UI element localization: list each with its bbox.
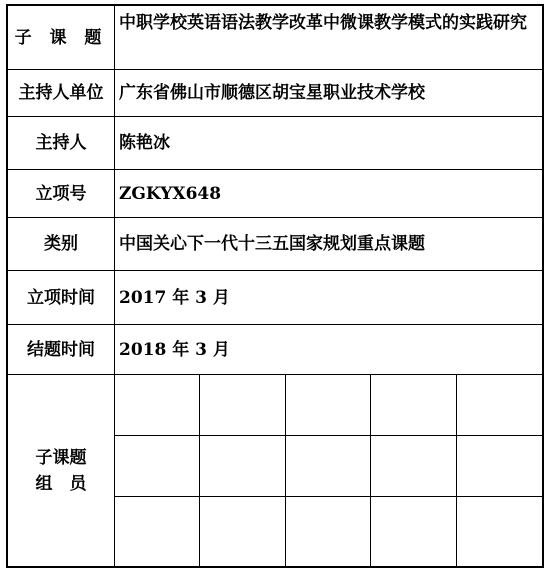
row-unit — [8, 70, 542, 117]
host-label: 主持人 — [8, 117, 115, 169]
member-cell — [200, 436, 286, 497]
subtopic-value: 中职学校英语语法教学改革中微课教学模式的实践研究 — [119, 13, 527, 33]
member-cell — [286, 436, 371, 497]
host-value: 陈艳冰 — [119, 133, 170, 153]
unit-value: 广东省佛山市顺德区胡宝星职业技术学校 — [119, 83, 425, 103]
member-cell — [200, 375, 286, 436]
end-time-value: 2018 年 3 月 — [119, 339, 230, 360]
row-host — [8, 117, 542, 170]
project-no-label: 立项号 — [8, 170, 115, 217]
member-cell — [200, 497, 286, 566]
row-subtopic — [8, 6, 542, 70]
member-cell — [457, 375, 543, 436]
subtopic-label: 子 课 题 — [8, 6, 115, 69]
row-start-time — [8, 271, 542, 325]
member-cell — [371, 436, 457, 497]
member-cell — [115, 375, 200, 436]
members-label-line1: 子课题 — [35, 447, 87, 468]
member-cell — [371, 375, 457, 436]
member-cell — [457, 436, 543, 497]
end-time-label: 结题时间 — [8, 325, 115, 374]
row-category — [8, 218, 542, 271]
members-grid — [115, 375, 542, 566]
member-cell — [115, 497, 200, 566]
start-time-label: 立项时间 — [8, 271, 115, 324]
row-members — [8, 375, 542, 566]
category-value: 中国关心下一代十三五国家规划重点课题 — [119, 234, 425, 254]
member-cell — [286, 497, 371, 566]
member-cell — [286, 375, 371, 436]
unit-label: 主持人单位 — [8, 70, 115, 116]
member-cell — [115, 436, 200, 497]
member-cell — [371, 497, 457, 566]
project-info-table — [6, 4, 544, 568]
row-project-no — [8, 170, 542, 218]
category-label: 类别 — [8, 218, 115, 270]
row-end-time — [8, 325, 542, 375]
project-no-value: ZGKYX648 — [119, 183, 222, 204]
member-cell — [457, 497, 543, 566]
members-label — [8, 375, 115, 566]
members-label-line2: 组 员 — [35, 473, 87, 494]
start-time-value: 2017 年 3 月 — [119, 287, 230, 308]
